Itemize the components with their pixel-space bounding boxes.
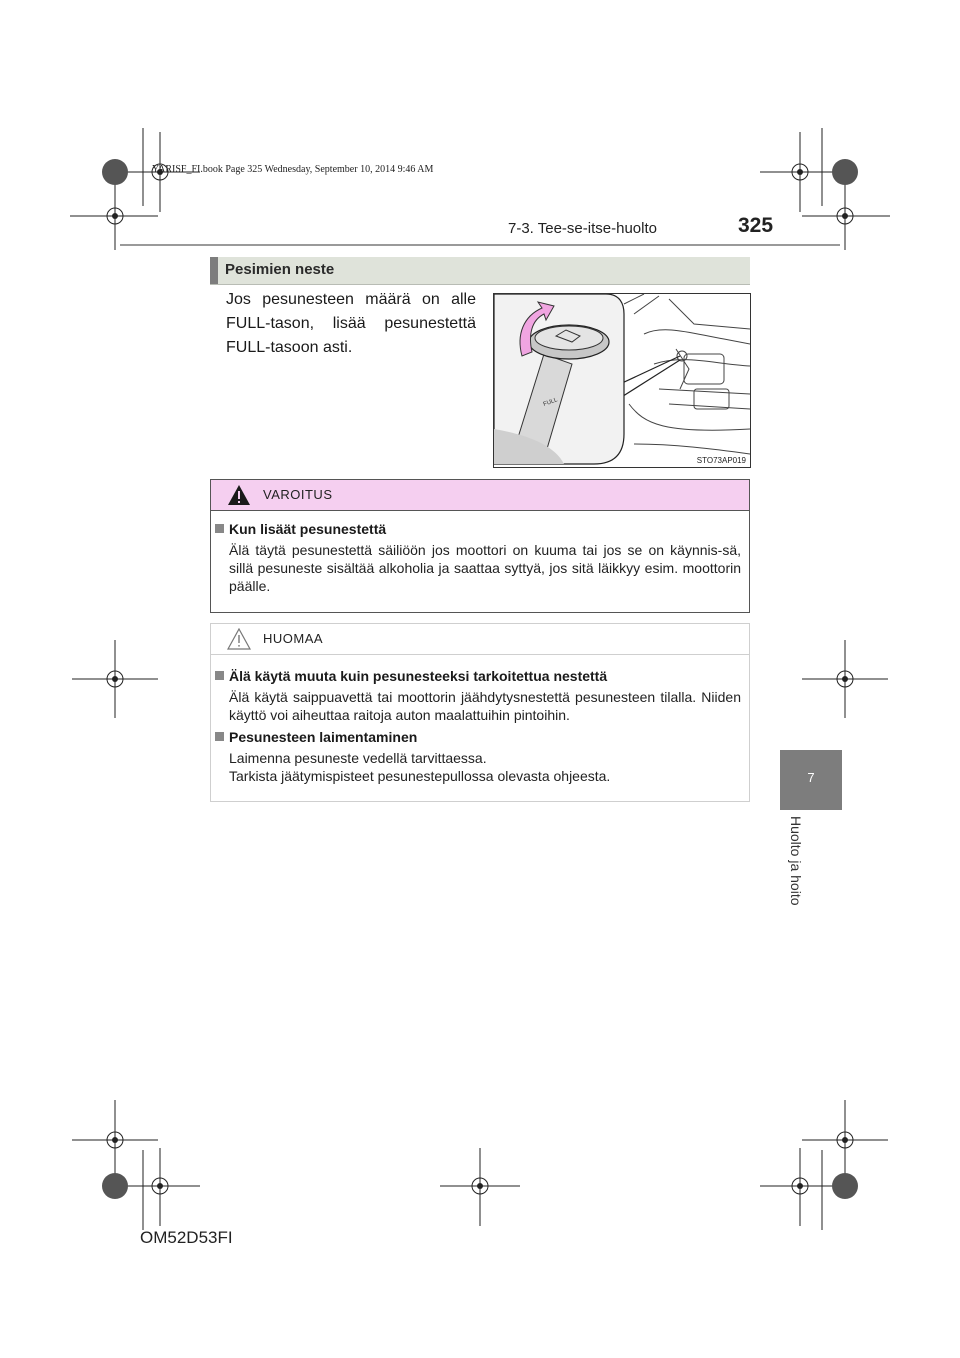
caution-triangle-icon: [227, 628, 251, 650]
bullet-square-icon: [215, 732, 224, 741]
illustration-code: STO73AP019: [696, 456, 746, 465]
full-level-mark: FULL: [542, 397, 559, 408]
notice-item-text: Älä käytä saippuavettä tai moottorin jäähdytysnestettä pesunesteen tilalla. Niiden käyttö voi aiheuttaa raitoja auton maalattuihin pintoihin.: [229, 689, 741, 723]
notice-item-title: [215, 729, 741, 745]
notice-item: [215, 729, 741, 785]
chapter-label: Huolto ja hoito: [788, 816, 804, 906]
section-body-text: Jos pesunesteen määrä on alle FULL-tason, lisää pesunestettä FULL-tasoon asti.: [226, 291, 476, 356]
section-heading: [210, 257, 750, 285]
notice-item-text: Laimenna pesuneste vedellä tarvittaessa. Tarkista jäätymispisteet pesunestepullossa olevasta ohjeesta.: [229, 750, 611, 784]
warning-item-title: [215, 521, 741, 537]
notice-title: HUOMAA: [263, 631, 324, 646]
warning-title: VAROITUS: [263, 487, 333, 502]
header-rule: [120, 244, 840, 246]
warning-item-title-text: Kun lisäät pesunestettä: [229, 521, 387, 537]
section-heading-bar: [210, 257, 218, 284]
notice-item-title-text: Älä käytä muuta kuin pesunesteeksi tarkoitettua nestettä: [229, 668, 608, 684]
warning-header: [211, 480, 749, 511]
section-title: Pesimien neste: [225, 261, 335, 278]
washer-reservoir-drawing: [494, 294, 750, 467]
notice-header: [211, 624, 749, 655]
warning-item: [215, 521, 741, 595]
notice-item-title-text: Pesunesteen laimentaminen: [229, 729, 418, 745]
bullet-square-icon: [215, 524, 224, 533]
warning-box: [210, 479, 750, 613]
notice-box: [210, 623, 750, 802]
chapter-tab: [780, 750, 842, 810]
chapter-number: 7: [807, 770, 815, 785]
notice-item: [215, 668, 741, 724]
header-section-title: 7-3. Tee-se-itse-huolto: [508, 220, 657, 237]
print-info-line: YARISF_FI.book Page 325 Wednesday, September 10, 2014 9:46 AM: [152, 164, 434, 175]
page-number: 325: [738, 214, 774, 237]
bullet-square-icon: [215, 671, 224, 680]
warning-item-text: Älä täytä pesunestettä säiliöön jos moottori on kuuma tai jos se on käynnis-sä, sillä pesuneste sisältää alkoholia ja saattaa syttyä, jos sitä läikkyy esim. moottorin päälle.: [229, 542, 741, 594]
washer-fluid-illustration: [493, 293, 751, 468]
warning-triangle-icon: [227, 484, 251, 506]
document-code: OM52D53FI: [140, 1228, 233, 1247]
notice-item-title: [215, 668, 741, 684]
